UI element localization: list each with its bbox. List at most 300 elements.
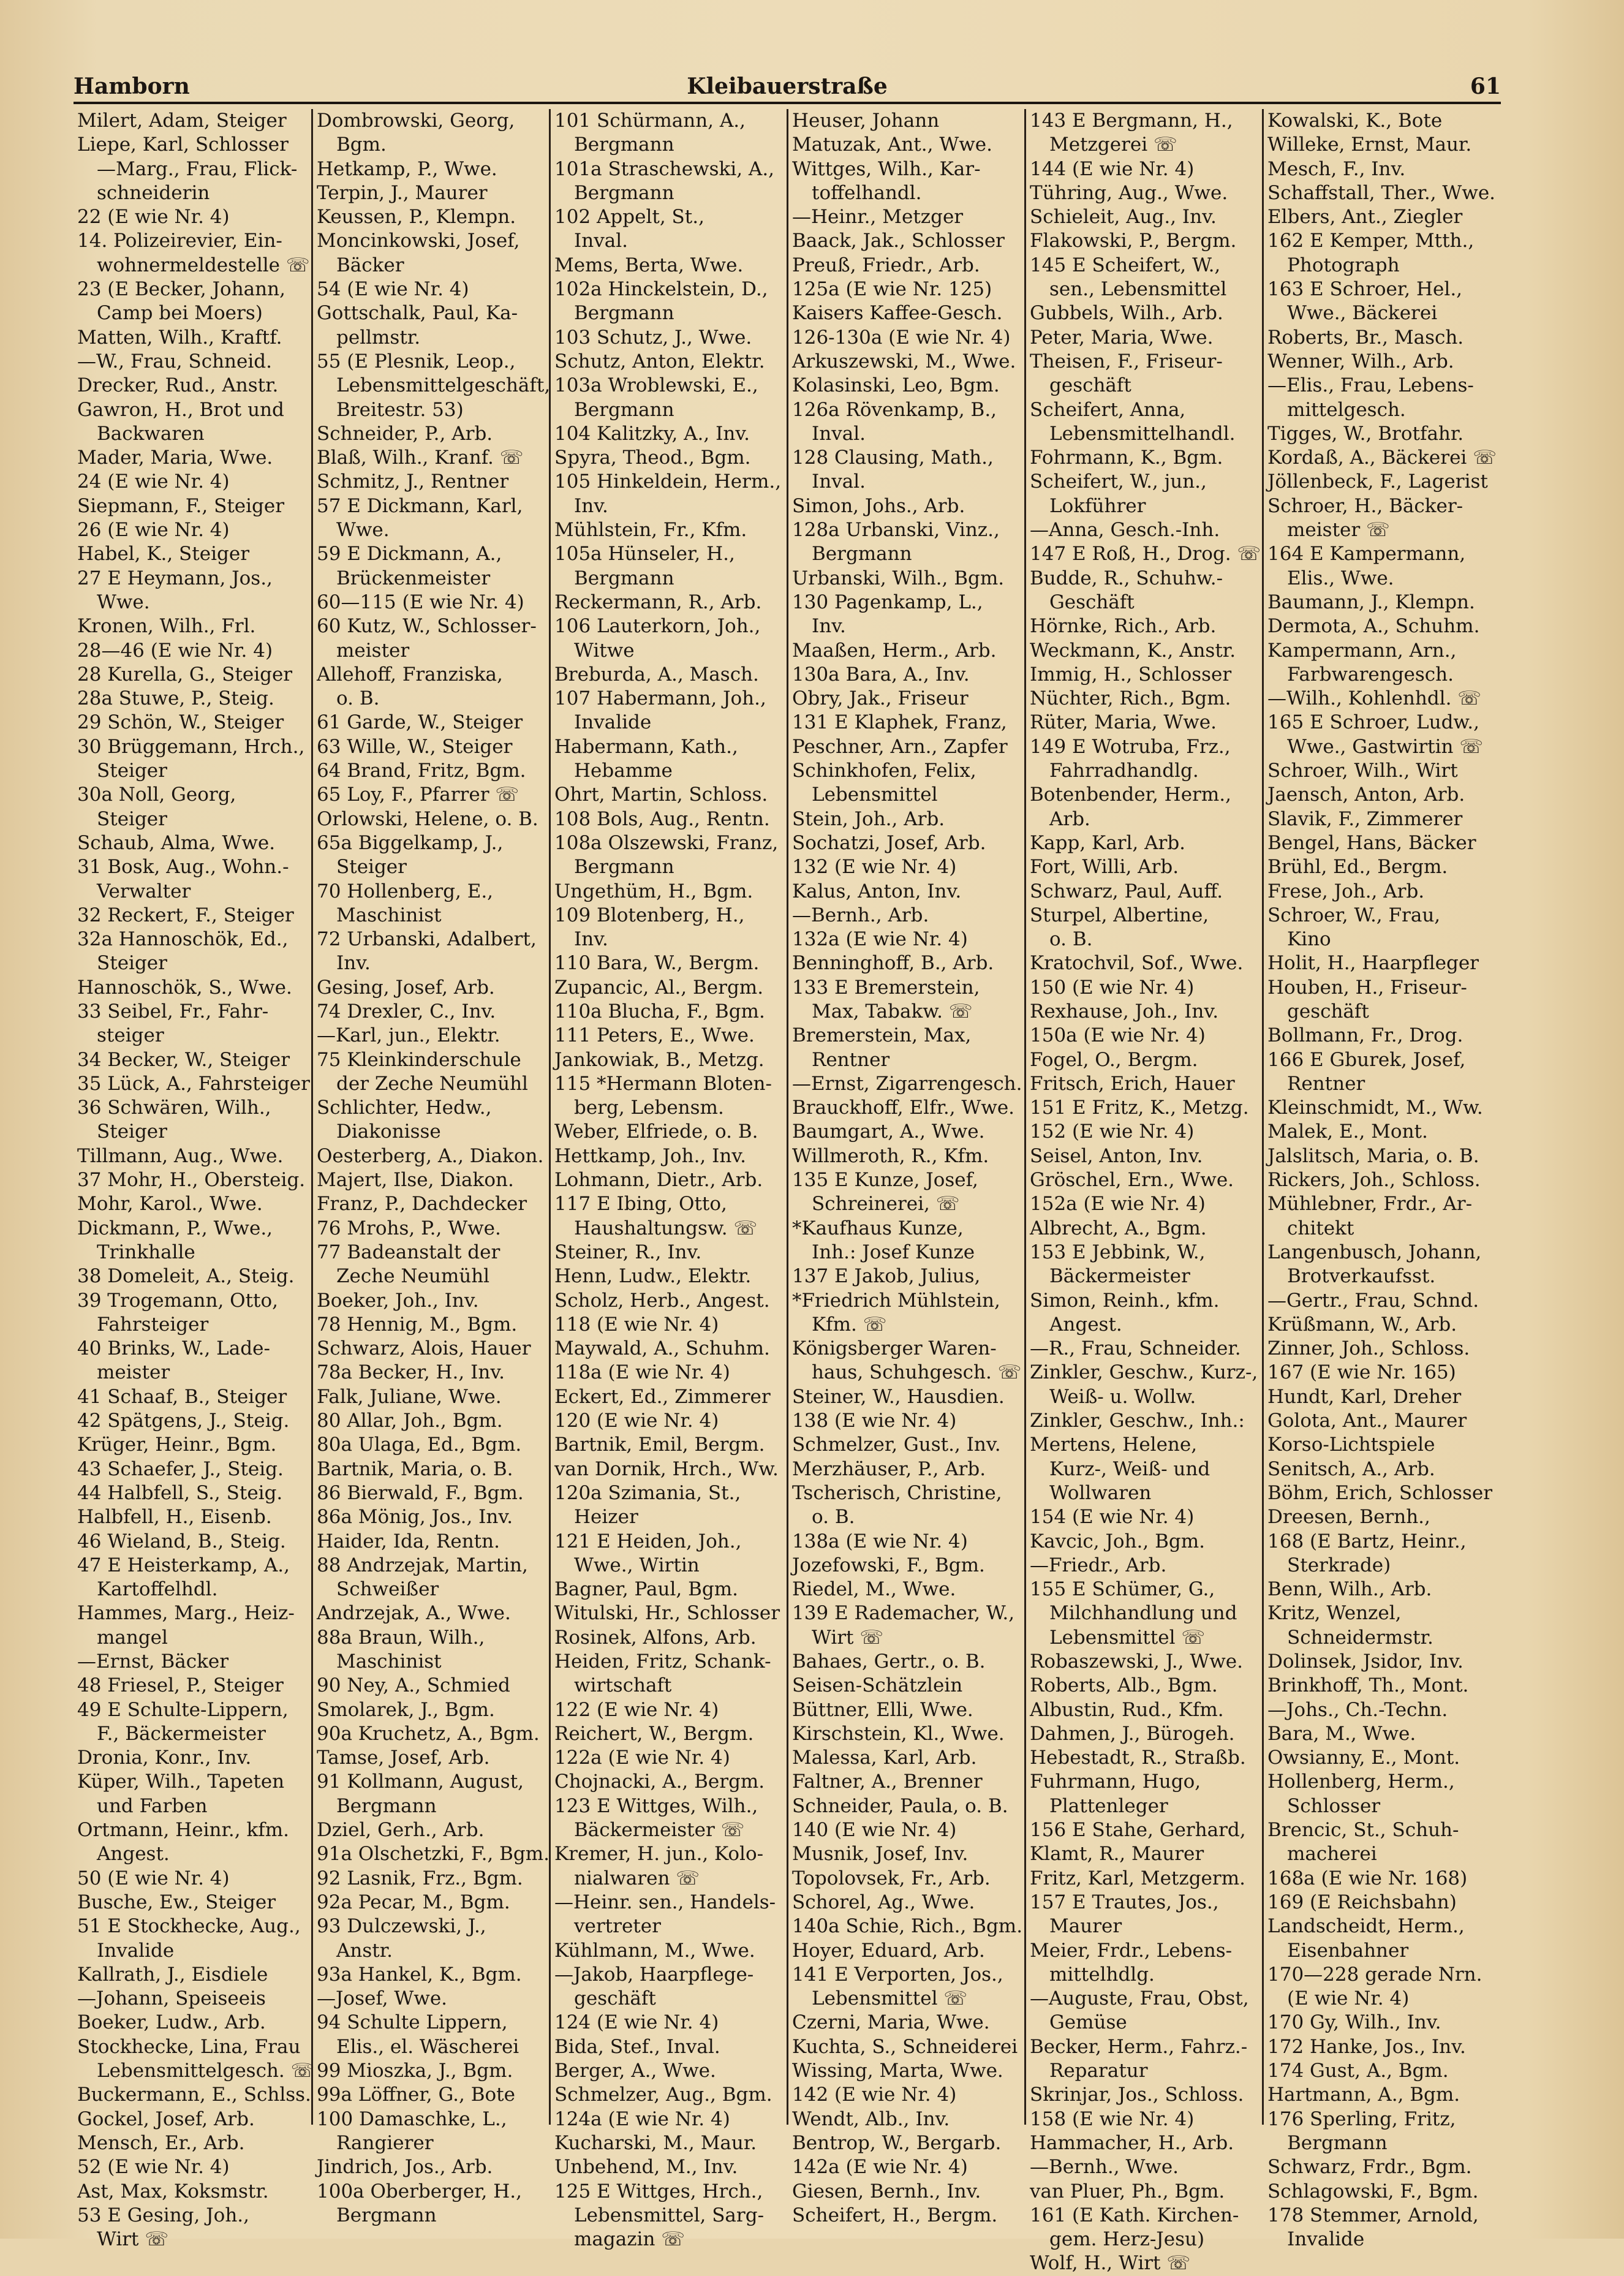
directory-line: Jalslitsch, Maria, o. B. <box>1267 1144 1479 1167</box>
directory-line: Elis., Wwe. <box>1287 567 1394 589</box>
directory-line: Wwe., Gastwirtin ☏ <box>1287 735 1484 758</box>
directory-line: Brauckhoff, Elfr., Wwe. <box>792 1097 1015 1119</box>
directory-line: van Dornik, Hrch., Ww. <box>554 1457 779 1480</box>
directory-line: Baack, Jak., Schlosser <box>792 230 1005 252</box>
directory-line: Gockel, Josef, Arb. <box>77 2108 255 2130</box>
directory-line: Fogel, O., Bergm. <box>1030 1048 1198 1071</box>
directory-line: 143 E Bergmann, H., <box>1030 110 1233 132</box>
directory-line: 111 Peters, E., Wwe. <box>554 1024 755 1047</box>
directory-line: Rüter, Maria, Wwe. <box>1030 711 1217 734</box>
directory-line: 105 Hinkeldein, Herm., <box>554 471 782 493</box>
directory-line: Wirt ☏ <box>97 2228 169 2251</box>
directory-line: Bergmann <box>812 543 912 565</box>
directory-line: Orlowski, Helene, o. B. <box>317 807 538 830</box>
directory-line: 99 Mioszka, J., Bgm. <box>317 2060 513 2082</box>
directory-line: 78a Becker, H., Inv. <box>317 1361 505 1384</box>
directory-line: Musnik, Josef, Inv. <box>792 1843 969 1866</box>
directory-line: 52 (E wie Nr. 4) <box>77 2156 230 2179</box>
directory-line: Mertens, Helene, <box>1030 1434 1198 1456</box>
directory-line: 132a (E wie Nr. 4) <box>792 928 968 951</box>
directory-line: 102a Hinckelstein, D., <box>554 278 768 301</box>
directory-line: Schroer, H., Bäcker- <box>1267 494 1463 517</box>
directory-line: schneiderin <box>97 181 210 204</box>
directory-line: —Karl, jun., Elektr. <box>317 1024 500 1047</box>
directory-line: Lebensmittel <box>812 784 938 806</box>
directory-line: 132 (E wie Nr. 4) <box>792 856 957 879</box>
directory-line: Sochatzi, Josef, Arb. <box>792 831 986 854</box>
page-number: 61 <box>1470 74 1501 99</box>
directory-line: 124 (E wie Nr. 4) <box>554 2011 719 2034</box>
directory-line: 108 Bols, Aug., Rentn. <box>554 807 770 830</box>
directory-line: 51 E Stockhecke, Aug., <box>77 1915 301 1938</box>
directory-line: Lebensmittelgeschäft, <box>336 374 551 397</box>
directory-line: 35 Lück, A., Fahrsteiger <box>77 1072 310 1095</box>
directory-line: Rexhause, Joh., Inv. <box>1030 1000 1219 1023</box>
directory-line: Bagner, Paul, Bgm. <box>554 1578 738 1601</box>
directory-line: 166 E Gburek, Josef, <box>1267 1048 1466 1071</box>
directory-line: Heizer <box>574 1506 638 1529</box>
directory-line: der Zeche Neumühl <box>336 1072 528 1095</box>
directory-line: 23 (E Becker, Johann, <box>77 278 285 301</box>
directory-line: Kavcic, Joh., Bgm. <box>1030 1530 1205 1552</box>
directory-line: 125a (E wie Nr. 125) <box>792 278 992 301</box>
directory-line: 101a Straschewski, A., <box>554 157 775 180</box>
directory-line: 105a Hünseler, H., <box>554 543 735 565</box>
directory-line: 46 Wieland, B., Steig. <box>77 1530 286 1552</box>
directory-line: 135 E Kunze, Josef, <box>792 1169 978 1192</box>
directory-line: Schwarz, Frdr., Bgm. <box>1267 2156 1472 2179</box>
directory-line: Flakowski, P., Bergm. <box>1030 230 1237 252</box>
directory-line: Wwe. <box>97 591 150 613</box>
directory-line: Bahaes, Gertr., o. B. <box>792 1650 986 1673</box>
directory-line: Gottschalk, Paul, Ka- <box>317 302 518 325</box>
directory-line: wirtschaft <box>574 1674 672 1697</box>
directory-line: van Pluer, Ph., Bgm. <box>1030 2180 1225 2202</box>
directory-line: 152 (E wie Nr. 4) <box>1030 1121 1195 1143</box>
directory-line: Schieleit, Aug., Inv. <box>1030 206 1217 229</box>
directory-line: Zinkler, Geschw., Inh.: <box>1030 1410 1245 1432</box>
directory-line: 107 Habermann, Joh., <box>554 687 766 710</box>
directory-line: *Kaufhaus Kunze, <box>792 1217 964 1239</box>
directory-line: 48 Friesel, P., Steiger <box>77 1674 284 1697</box>
directory-line: Kurz-, Weiß- und <box>1049 1457 1210 1480</box>
directory-line: Kratochvil, Sof., Wwe. <box>1030 952 1244 975</box>
directory-line: Malessa, Karl, Arb. <box>792 1747 977 1769</box>
directory-line: 140a Schie, Rich., Bgm. <box>792 1915 1023 1938</box>
directory-line: Witulski, Hr., Schlosser <box>554 1602 780 1625</box>
directory-line: 151 E Fritz, K., Metzg. <box>1030 1097 1249 1119</box>
directory-line: Sturpel, Albertine, <box>1030 904 1209 926</box>
directory-line: Bergmann <box>336 1794 437 1817</box>
directory-line: Moncinkowski, Josef, <box>317 230 520 252</box>
directory-line: Mems, Berta, Wwe. <box>554 254 744 276</box>
directory-line: Boeker, Ludw., Arb. <box>77 2011 266 2034</box>
directory-line: Bentrop, W., Bergarb. <box>792 2131 1002 2154</box>
directory-line: 130a Bara, A., Inv. <box>792 663 970 686</box>
directory-line: Zinkler, Geschw., Kurz-, <box>1030 1361 1258 1384</box>
directory-line: Bergmann <box>336 2204 437 2226</box>
directory-line: Schaub, Alma, Wwe. <box>77 831 276 854</box>
directory-line: Franz, P., Dachdecker <box>317 1193 527 1216</box>
directory-line: Bara, M., Wwe. <box>1267 1722 1416 1745</box>
directory-line: Küper, Wilh., Tapeten <box>77 1771 285 1793</box>
directory-line: 61 Garde, W., Steiger <box>317 711 523 734</box>
directory-line: 140 (E wie Nr. 4) <box>792 1819 957 1842</box>
directory-line: Wissing, Marta, Wwe. <box>792 2060 1003 2082</box>
directory-line: Königsberger Waren- <box>792 1337 997 1360</box>
directory-line: Matuzak, Ant., Wwe. <box>792 134 992 156</box>
directory-line: Kaisers Kaffee-Gesch. <box>792 302 1003 325</box>
directory-line: Meier, Frdr., Lebens- <box>1030 1939 1233 1962</box>
directory-line: Reichert, W., Bergm. <box>554 1722 754 1745</box>
directory-line: Scheifert, H., Bergm. <box>792 2204 998 2226</box>
directory-line: meister <box>97 1361 170 1384</box>
directory-line: Maaßen, Herm., Arb. <box>792 639 997 662</box>
directory-line: 29 Schön, W., Steiger <box>77 711 284 734</box>
directory-line: Zinner, Joh., Schloss. <box>1267 1337 1470 1360</box>
directory-line: Arb. <box>1049 807 1090 830</box>
directory-line: Allehoff, Franziska, <box>317 663 503 686</box>
directory-line: Topolovsek, Fr., Arb. <box>792 1867 991 1889</box>
directory-line: Kühlmann, M., Wwe. <box>554 1939 755 1962</box>
directory-line: 54 (E wie Nr. 4) <box>317 278 469 301</box>
directory-line: Gröschel, Ern., Wwe. <box>1030 1169 1234 1192</box>
directory-line: —Bernh., Arb. <box>792 904 929 926</box>
directory-line: 37 Mohr, H., Obersteig. <box>77 1169 306 1192</box>
directory-line: 162 E Kemper, Mtth., <box>1267 230 1475 252</box>
directory-line: 49 E Schulte-Lippern, <box>77 1698 289 1721</box>
directory-line: Kampermann, Arn., <box>1267 639 1457 662</box>
directory-line: 33 Seibel, Fr., Fahr- <box>77 1000 269 1023</box>
directory-line: Dreesen, Bernh., <box>1267 1506 1430 1529</box>
directory-line: Urbanski, Wilh., Bgm. <box>792 567 1005 589</box>
directory-line: Czerni, Maria, Wwe. <box>792 2011 990 2034</box>
directory-line: 44 Halbfell, S., Steig. <box>77 1481 283 1504</box>
directory-line: Houben, H., Friseur- <box>1267 976 1467 999</box>
directory-line: Smolarek, J., Bgm. <box>317 1698 495 1721</box>
directory-line: Bengel, Hans, Bäcker <box>1267 831 1476 854</box>
directory-line: Steiger <box>97 1121 167 1143</box>
directory-line: Geschäft <box>1049 591 1135 613</box>
directory-line: Andrzejak, A., Wwe. <box>317 1602 511 1625</box>
directory-line: Roberts, Alb., Bgm. <box>1030 1674 1218 1697</box>
directory-line: Verwalter <box>97 880 191 902</box>
directory-line: meister <box>336 639 410 662</box>
directory-line: Bartnik, Emil, Bergm. <box>554 1434 765 1456</box>
directory-line: 124a (E wie Nr. 4) <box>554 2108 730 2130</box>
directory-line: 38 Domeleit, A., Steig. <box>77 1265 295 1288</box>
directory-line: Bartnik, Maria, o. B. <box>317 1457 513 1480</box>
directory-line: 115 *Hermann Bloten- <box>554 1072 772 1095</box>
directory-line: Peschner, Arn., Zapfer <box>792 735 1008 758</box>
street-title: Kleibauerstraße <box>687 74 888 99</box>
directory-line: 55 (E Plesnik, Leop., <box>317 350 516 372</box>
directory-line: 74 Drexler, C., Inv. <box>317 1000 496 1023</box>
directory-line: Blaß, Wilh., Kranf. ☏ <box>317 447 524 469</box>
directory-line: vertreter <box>574 1915 661 1938</box>
directory-line: 39 Trogemann, Otto, <box>77 1289 279 1312</box>
directory-line: Wenner, Wilh., Arb. <box>1267 350 1454 372</box>
directory-line: Zeche Neumühl <box>336 1265 490 1288</box>
directory-line: 131 E Klaphek, Franz, <box>792 711 1007 734</box>
page-header <box>74 72 1501 104</box>
directory-line: Schroer, Wilh., Wirt <box>1267 760 1458 782</box>
directory-line: Gawron, H., Brot und <box>77 398 284 421</box>
directory-line: Stein, Joh., Arb. <box>792 807 945 830</box>
directory-line: Milchhandlung und <box>1049 1602 1237 1625</box>
directory-line: Schinkhofen, Felix, <box>792 760 976 782</box>
directory-line: 88a Braun, Wilh., <box>317 1626 485 1649</box>
directory-line: 72 Urbanski, Adalbert, <box>317 928 537 951</box>
directory-line: 178 Stemmer, Arnold, <box>1267 2204 1479 2226</box>
directory-line: Bergmann <box>574 398 674 421</box>
directory-line: Habermann, Kath., <box>554 735 738 758</box>
directory-line: Kowalski, K., Bote <box>1267 110 1443 132</box>
directory-line: 36 Schwären, Wilh., <box>77 1097 271 1119</box>
directory-line: 155 E Schümer, G., <box>1030 1578 1215 1601</box>
directory-line: Liepe, Karl, Schlosser <box>77 134 289 156</box>
directory-line: —Johann, Speiseeis <box>77 1987 266 2010</box>
directory-line: Eisenbahner <box>1287 1939 1409 1962</box>
directory-line: Metzgerei ☏ <box>1049 134 1177 156</box>
directory-line: toffelhandl. <box>812 181 922 204</box>
directory-line: Steiner, W., Hausdien. <box>792 1385 1005 1408</box>
directory-line: Hettkamp, Joh., Inv. <box>554 1144 747 1167</box>
directory-line: Tillmann, Aug., Wwe. <box>77 1144 284 1167</box>
directory-line: Stockhecke, Lina, Frau <box>77 2035 301 2058</box>
directory-line: Inv. <box>812 615 846 638</box>
directory-line: *Friedrich Mühlstein, <box>792 1289 1000 1312</box>
directory-line: Weckmann, K., Anstr. <box>1030 639 1236 662</box>
directory-line: Kucharski, M., Maur. <box>554 2131 757 2154</box>
directory-line: Albrecht, A., Bgm. <box>1030 1217 1207 1239</box>
directory-line: 101 Schürmann, A., <box>554 110 746 132</box>
directory-line: Kordaß, A., Bäckerei ☏ <box>1267 447 1497 469</box>
directory-line: Bergmann <box>574 181 674 204</box>
directory-line: Schmelzer, Gust., Inv. <box>792 1434 1001 1456</box>
directory-line: Schneider, Paula, o. B. <box>792 1794 1008 1817</box>
directory-line: 70 Hollenberg, E., <box>317 880 494 902</box>
directory-line: Reckermann, R., Arb. <box>554 591 762 613</box>
directory-line: Wwe., Wirtin <box>574 1554 700 1576</box>
directory-line: 150a (E wie Nr. 4) <box>1030 1024 1206 1047</box>
directory-line: 118a (E wie Nr. 4) <box>554 1361 730 1384</box>
directory-line: 149 E Wotruba, Frz., <box>1030 735 1231 758</box>
directory-line: Drecker, Rud., Anstr. <box>77 374 279 397</box>
directory-line: sen., Lebensmittel <box>1049 278 1227 301</box>
column-3 <box>549 109 787 2251</box>
directory-line: 142a (E wie Nr. 4) <box>792 2156 968 2179</box>
directory-line: 174 Gust, A., Bgm. <box>1267 2060 1449 2082</box>
directory-line: pellmstr. <box>336 326 421 349</box>
directory-line: mittelhdlg. <box>1049 1963 1155 1986</box>
directory-line: Schneidermstr. <box>1287 1626 1433 1649</box>
directory-line: Steiger <box>336 856 407 879</box>
directory-line: Majert, Ilse, Diakon. <box>317 1169 514 1192</box>
directory-line: Habel, K., Steiger <box>77 543 250 565</box>
directory-line: Plattenleger <box>1049 1794 1168 1817</box>
directory-line: Jindrich, Jos., Arb. <box>317 2156 493 2179</box>
directory-line: Steiger <box>97 952 167 975</box>
directory-line: Inh.: Josef Kunze <box>812 1241 975 1263</box>
directory-line: Baumgart, A., Wwe. <box>792 1121 985 1143</box>
directory-line: Jöllenbeck, F., Lagerist <box>1267 471 1488 493</box>
directory-line: 90a Kruchetz, A., Bgm. <box>317 1722 540 1745</box>
directory-line: Fort, Willi, Arb. <box>1030 856 1179 879</box>
directory-line: Bergmann <box>574 134 674 156</box>
directory-line: 139 E Rademacher, W., <box>792 1602 1015 1625</box>
directory-line: 86 Bierwald, F., Bgm. <box>317 1481 524 1504</box>
directory-line: Max, Tabakw. ☏ <box>812 1000 973 1023</box>
directory-line: 125 E Wittges, Hrch., <box>554 2180 763 2202</box>
directory-line: 47 E Heisterkamp, A., <box>77 1554 290 1576</box>
directory-line: Baumann, J., Klempn. <box>1267 591 1475 613</box>
directory-line: 117 E Ibing, Otto, <box>554 1193 727 1216</box>
directory-line: 128a Urbanski, Vinz., <box>792 519 1000 542</box>
directory-line: Obry, Jak., Friseur <box>792 687 969 710</box>
directory-line: Ungethüm, H., Bgm. <box>554 880 753 902</box>
directory-line: 92 Lasnik, Frz., Bgm. <box>317 1867 523 1889</box>
directory-line: Bgm. <box>336 134 387 156</box>
directory-line: Angest. <box>1049 1313 1122 1336</box>
directory-line: Brühl, Ed., Bergm. <box>1267 856 1448 879</box>
directory-line: Bida, Stef., Inval. <box>554 2035 720 2058</box>
directory-line: Oesterberg, A., Diakon. <box>317 1144 544 1167</box>
directory-line: Brencic, St., Schuh- <box>1267 1819 1459 1842</box>
directory-line: Willeke, Ernst, Maur. <box>1267 134 1472 156</box>
directory-line: nialwaren ☏ <box>574 1867 700 1889</box>
directory-line: Roberts, Br., Masch. <box>1267 326 1464 349</box>
directory-line: Steiger <box>97 807 167 830</box>
directory-line: Kapp, Karl, Arb. <box>1030 831 1186 854</box>
directory-line: Fahrsteiger <box>97 1313 209 1336</box>
directory-line: —R., Frau, Schneider. <box>1030 1337 1241 1360</box>
directory-line: Klamt, R., Maurer <box>1030 1843 1204 1866</box>
directory-line: 57 E Dickmann, Karl, <box>317 494 523 517</box>
directory-line: 63 Wille, W., Steiger <box>317 735 513 758</box>
column-2 <box>311 109 551 2226</box>
directory-line: —Anna, Gesch.-Inh. <box>1030 519 1220 542</box>
directory-line: Landscheidt, Herm., <box>1267 1915 1465 1938</box>
directory-line: —Wilh., Kohlenhdl. ☏ <box>1267 687 1482 710</box>
directory-line: 110a Blucha, F., Bgm. <box>554 1000 765 1023</box>
directory-line: Schroer, W., Frau, <box>1267 904 1441 926</box>
directory-line: 90 Ney, A., Schmied <box>317 1674 510 1697</box>
directory-line: Schaffstall, Ther., Wwe. <box>1267 181 1496 204</box>
directory-line: —Heinr. sen., Handels- <box>554 1891 776 1913</box>
directory-line: 86a Mönig, Jos., Inv. <box>317 1506 513 1529</box>
directory-line: meister ☏ <box>1287 519 1390 542</box>
directory-line: —Johs., Ch.-Techn. <box>1267 1698 1448 1721</box>
directory-line: 41 Schaaf, B., Steiger <box>77 1385 287 1408</box>
directory-line: Scheifert, W., jun., <box>1030 471 1207 493</box>
directory-line: 103a Wroblewski, E., <box>554 374 758 397</box>
directory-line: Brotverkaufsst. <box>1287 1265 1436 1288</box>
directory-line: —Gertr., Frau, Schnd. <box>1267 1289 1479 1312</box>
directory-line: Kuchta, S., Schneiderei <box>792 2035 1018 2058</box>
directory-line: 42 Spätgens, J., Steig. <box>77 1410 290 1432</box>
directory-line: berg, Lebensm. <box>574 1097 724 1119</box>
directory-line: 176 Sperling, Fritz, <box>1267 2108 1456 2130</box>
directory-line: Keussen, P., Klempn. <box>317 206 516 229</box>
directory-line: Lebensmittelgesch. ☏ <box>97 2060 315 2082</box>
directory-line: 170 Gy, Wilh., Inv. <box>1267 2011 1441 2034</box>
directory-line: Spyra, Theod., Bgm. <box>554 447 751 469</box>
directory-line: Gemüse <box>1049 2011 1127 2034</box>
directory-line: Peter, Maria, Wwe. <box>1030 326 1214 349</box>
directory-line: 65a Biggelkamp, J., <box>317 831 504 854</box>
directory-line: 32 Reckert, F., Steiger <box>77 904 294 926</box>
directory-line: Dickmann, P., Wwe., <box>77 1217 273 1239</box>
directory-line: Böhm, Erich, Schlosser <box>1267 1481 1493 1504</box>
directory-line: —Jakob, Haarpflege- <box>554 1963 754 1986</box>
directory-line: 144 (E wie Nr. 4) <box>1030 157 1195 180</box>
directory-line: 172 Hanke, Jos., Inv. <box>1267 2035 1466 2058</box>
directory-line: Bäckermeister ☏ <box>574 1819 745 1842</box>
directory-line: —Josef, Wwe. <box>317 1987 448 2010</box>
directory-line: Golota, Ant., Maurer <box>1267 1410 1467 1432</box>
directory-line: Hammacher, H., Arb. <box>1030 2131 1234 2154</box>
directory-line: Schlosser <box>1287 1794 1381 1817</box>
directory-line: Maschinist <box>336 904 442 926</box>
directory-line: 53 E Gesing, Joh., <box>77 2204 249 2226</box>
directory-line: 104 Kalitzky, A., Inv. <box>554 422 750 445</box>
directory-line: 130 Pagenkamp, L., <box>792 591 983 613</box>
directory-line: 28a Stuwe, P., Steig. <box>77 687 274 710</box>
directory-line: Zupancic, Al., Bergm. <box>554 976 764 999</box>
directory-line: Scholz, Herb., Angest. <box>554 1289 770 1312</box>
directory-line: Rentner <box>1287 1072 1365 1095</box>
directory-line: Kartoffelhdl. <box>97 1578 218 1601</box>
directory-line: o. B. <box>1049 928 1093 951</box>
directory-line: Korso-Lichtspiele <box>1267 1434 1435 1456</box>
directory-line: Kalus, Anton, Inv. <box>792 880 962 902</box>
directory-line: Anstr. <box>336 1939 393 1962</box>
directory-line: Kfm. ☏ <box>812 1313 887 1336</box>
directory-line: Rentner <box>812 1048 890 1071</box>
directory-line: Mensch, Er., Arb. <box>77 2131 245 2154</box>
directory-line: 102 Appelt, St., <box>554 206 704 229</box>
directory-line: und Farben <box>97 1794 208 1817</box>
directory-line: Lohmann, Dietr., Arb. <box>554 1169 763 1192</box>
directory-line: Inval. <box>812 471 866 493</box>
directory-line: Rosinek, Alfons, Arb. <box>554 1626 757 1649</box>
directory-line: Sterkrade) <box>1287 1554 1391 1576</box>
directory-line: Slavik, F., Zimmerer <box>1267 807 1463 830</box>
directory-line: Hannoschök, S., Wwe. <box>77 976 292 999</box>
directory-line: 93a Hankel, K., Bgm. <box>317 1963 522 1986</box>
directory-line: 126a Rövenkamp, B., <box>792 398 997 421</box>
directory-line: Heuser, Johann <box>792 110 940 132</box>
directory-line: geschäft <box>1287 1000 1369 1023</box>
directory-line: Robaszewski, J., Wwe. <box>1030 1650 1243 1673</box>
directory-line: Wittges, Wilh., Kar- <box>792 157 981 180</box>
directory-line: Brinkhoff, Th., Mont. <box>1267 1674 1469 1697</box>
directory-line: Simon, Johs., Arb. <box>792 494 965 517</box>
directory-line: Fahrradhandlg. <box>1049 760 1199 782</box>
directory-line: o. B. <box>812 1506 855 1529</box>
directory-line: Angest. <box>97 1843 170 1866</box>
directory-line: 80a Ulaga, Ed., Bgm. <box>317 1434 522 1456</box>
directory-line: 88 Andrzejak, Martin, <box>317 1554 528 1576</box>
directory-line: Lebensmittel ☏ <box>812 1987 968 2010</box>
directory-line: 168 (E Bartz, Heinr., <box>1267 1530 1467 1552</box>
directory-line: haus, Schuhgesch. ☏ <box>812 1361 1022 1384</box>
directory-line: 40 Brinks, W., Lade- <box>77 1337 270 1360</box>
directory-line: Invalide <box>574 711 652 734</box>
directory-line: Eckert, Ed., Zimmerer <box>554 1385 771 1408</box>
directory-line: 153 E Jebbink, W., <box>1030 1241 1206 1263</box>
